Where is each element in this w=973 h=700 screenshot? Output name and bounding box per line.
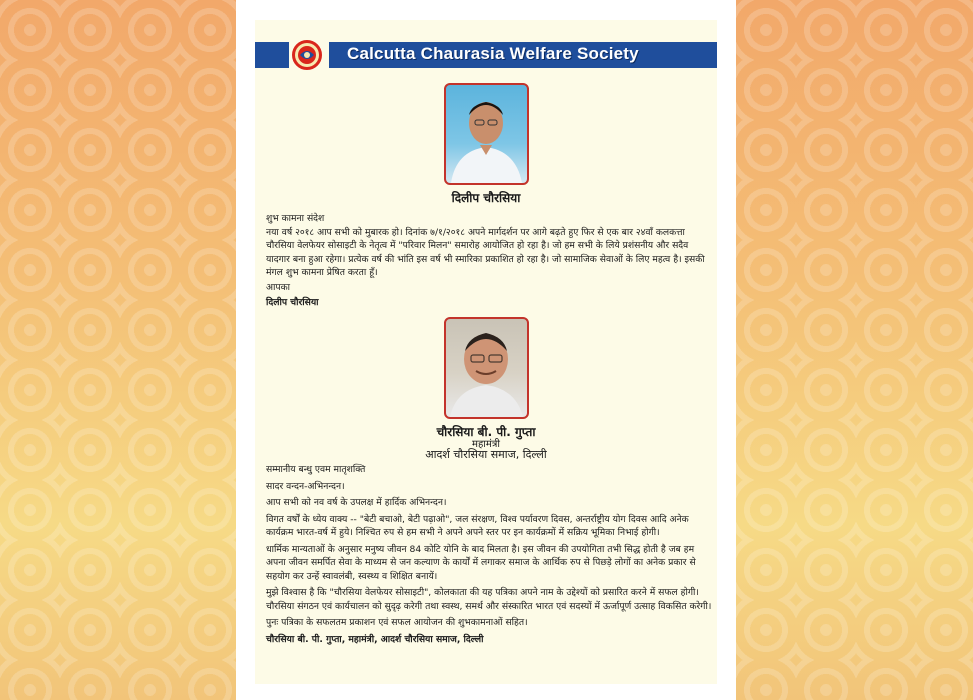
banner-title: Calcutta Chaurasia Welfare Society xyxy=(347,44,639,63)
message1-signature: दिलीप चौरसिया xyxy=(266,297,319,308)
portrait-photo-dilip xyxy=(444,83,529,185)
left-decorative-pattern xyxy=(0,0,236,700)
message2-para1: आप सभी को नव वर्ष के उपलक्ष में हार्दिक अभिनन्दन। xyxy=(266,497,447,508)
portrait-photo-gupta xyxy=(444,317,529,419)
society-emblem-icon xyxy=(290,38,324,72)
message2-para2: विगत वर्षों के ध्येय वाक्य -- "बेटी बचाओ, बेटी पढ़ाओ", जल संरक्षण, विश्व पर्यावरण दिवस, अन्तर्राष्ट्रीय योग दिवस आदि अनेक कार्यक्रम भारत-वर्ष में हुये। निश्चित रुप से हम सभी ने अपने अपने स्तर पर इन कार्यक्रमों में सक्रिय भूमिका निभाई होगी। xyxy=(266,513,689,538)
message2-name: चौरसिया बी. पी. गुप्ता xyxy=(436,425,536,439)
page-content xyxy=(255,20,717,684)
message1-heading: शुभ कामना संदेश xyxy=(266,213,325,224)
message2-para5: पुनः पत्रिका के सफलतम प्रकाशन एवं सफल आयोजन की शुभकामनाओं सहित। xyxy=(266,617,528,628)
message1-name: दिलीप चौरसिया xyxy=(451,191,521,205)
message2-signature: चौरसिया बी. पी. गुप्ता, महामंत्री, आदर्श चौरसिया समाज, दिल्ली xyxy=(266,633,484,645)
message2-greeting: सादर वन्दन-अभिनन्दन। xyxy=(266,480,345,492)
message2-organization: आदर्श चौरसिया समाज, दिल्ली xyxy=(425,448,547,461)
document-sheet xyxy=(236,0,736,700)
message2-text xyxy=(266,463,712,646)
message1-closing: आपका xyxy=(266,281,291,293)
message1-body: नया वर्ष २०१८ आप सभी को मुबारक हो। दिनांक ७/१/२०१८ अपने मार्गदर्शन पर आगे बढ़ते हुए फिर से एक बार २४वाँ कलकत्ता चौरसिया वेलफेयर सोसाइटी के नेतृत्व में "परिवार मिलन" समारोह आयोजित हो रहा है। जो हम सभी के लिये प्रशंसनीय और सदैव यादगार बना हुआ रहेगा। प्रत्येक वर्ष की भांति इस वर्ष भी स्मारिका प्रकाशित हो रहा है। जो सामाजिक सेवाओं के लिए महत्व है। इसकी मंगल शुभ कामना प्रेषित करता हूँ। xyxy=(266,226,705,278)
message1-text xyxy=(266,212,712,310)
message2-designation: महामंत्री xyxy=(472,439,500,450)
message2-para4: मुझे विश्वास है कि "चौरसिया वेलफेयर सोसाइटी", कोलकाता की यह पत्रिका अपने नाम के उद्देश्यों को प्रसारित करने में सफल होगी। चौरसिया संगठन एवं कार्यचालन को सुदृढ़ करेगी तथा स्वस्थ, समर्थ और संस्कारित भारत एवं सदस्यों में ऊर्जापूर्ण उत्साह विकसित करेगी। xyxy=(266,587,712,612)
message2-salutation: सम्मानीय बन्धु एवम मातृशक्ति xyxy=(266,464,366,475)
message2-para3: धार्मिक मान्यताओं के अनुसार मनुष्य जीवन 84 कोटि योनि के बाद मिलता है। इस जीवन की उपयोगिता तभी सिद्ध होती है जब हम अपना जीवन समर्पित सेवा के माध्यम से जन कल्याण के कार्यों में लगाकर समाज के आर्थिक रुप से पिछड़े लोगों का अनेक प्रकार से सहयोग कर उन्हें स्वावलंबी, स्वस्थ्य व शिक्षित बनायें। xyxy=(266,543,696,582)
society-banner xyxy=(255,42,717,68)
right-decorative-pattern xyxy=(736,0,973,700)
